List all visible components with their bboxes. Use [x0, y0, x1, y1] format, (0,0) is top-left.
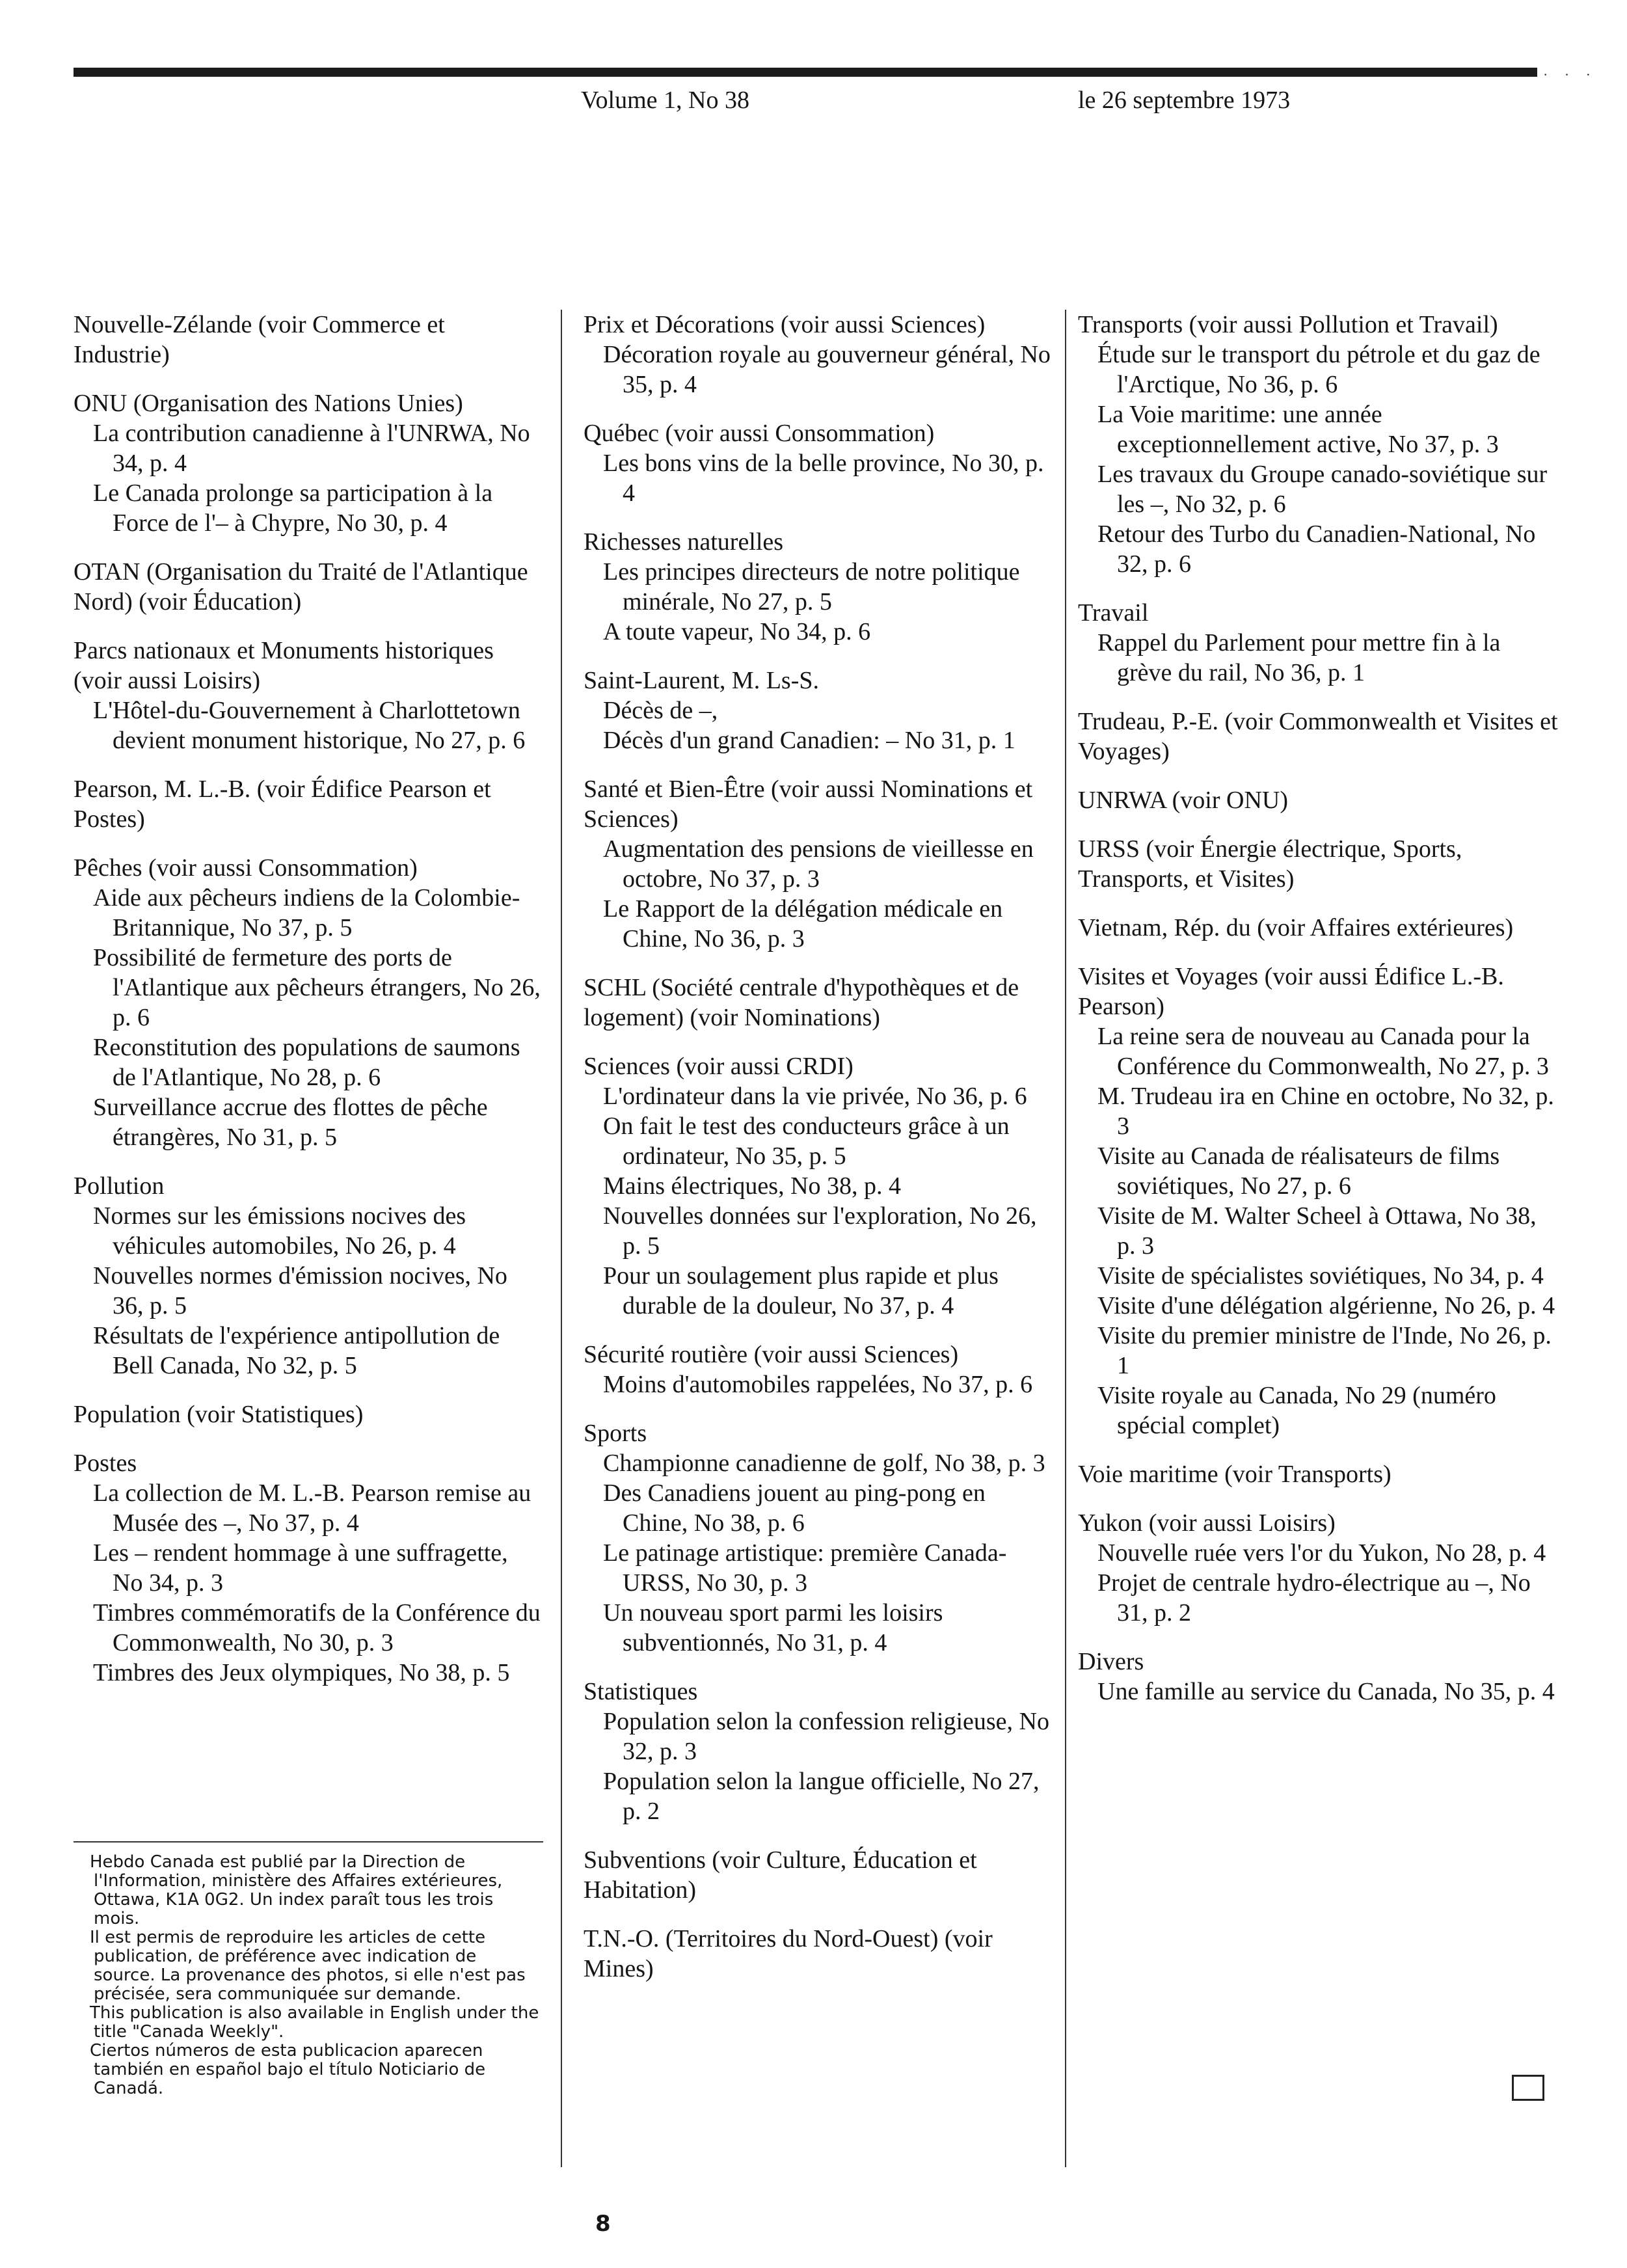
index-entry [74, 310, 543, 370]
index-subentry: Étude sur le transport du pétrole et du gaz de l'Arctique, No 36, p. 6 [1097, 341, 1540, 398]
index-entry [1078, 707, 1559, 766]
index-subentry: La Voie maritime: une année exceptionnellement active, No 37, p. 3 [1097, 401, 1499, 458]
index-heading: Santé et Bien-Être (voir aussi Nominations et Sciences) [584, 776, 1033, 833]
index-entry [584, 1845, 1052, 1905]
index-heading: Québec (voir aussi Consommation) [584, 420, 935, 447]
index-entry [74, 557, 543, 617]
index-subentry: Timbres des Jeux olympiques, No 38, p. 5 [93, 1659, 510, 1686]
index-subentry: Pour un soulagement plus rapide et plus durable de la douleur, No 37, p. 4 [603, 1262, 999, 1319]
index-entry [74, 853, 543, 1152]
index-subentry: Augmentation des pensions de vieillesse en octobre, No 37, p. 3 [603, 835, 1034, 893]
index-subentry: A toute vapeur, No 34, p. 6 [603, 618, 871, 645]
index-heading: Parcs nationaux et Monuments historiques (voir aussi Loisirs) [74, 637, 494, 694]
index-subentry: Normes sur les émissions nocives des véhicules automobiles, No 26, p. 4 [93, 1202, 466, 1260]
column-divider [1065, 310, 1066, 2167]
index-subentry: Possibilité de fermeture des ports de l'Atlantique aux pêcheurs étrangers, No 26, p. 6 [93, 944, 541, 1031]
index-subentry: Décoration royale au gouverneur général, No 35, p. 4 [603, 341, 1051, 398]
index-subentry: Les travaux du Groupe canado-soviétique sur les –, No 32, p. 6 [1097, 461, 1548, 518]
index-entry [584, 774, 1052, 954]
index-entry [74, 1448, 543, 1688]
index-entry [584, 973, 1052, 1033]
index-subentry: Le patinage artistique: première Canada-URSS, No 30, p. 3 [603, 1539, 1007, 1597]
index-heading: Statistiques [584, 1678, 698, 1705]
index-subentry: La reine sera de nouveau au Canada pour la Conférence du Commonwealth, No 27, p. 3 [1097, 1023, 1549, 1080]
index-subentry: Un nouveau sport parmi les loisirs subventionnés, No 31, p. 4 [603, 1599, 943, 1656]
top-rule-dots: · · · [1543, 66, 1597, 83]
index-subentry: Des Canadiens jouent au ping-pong en Chine, No 38, p. 6 [603, 1479, 986, 1537]
index-subentry: Une famille au service du Canada, No 35, p. 4 [1097, 1678, 1555, 1705]
index-entry [584, 1924, 1052, 1984]
index-heading: Pollution [74, 1172, 165, 1200]
index-heading: Postes [74, 1450, 137, 1477]
index-subentry: Visite royale au Canada, No 29 (numéro spécial complet) [1097, 1382, 1496, 1439]
index-heading: Subventions (voir Culture, Éducation et Habitation) [584, 1846, 977, 1904]
index-subentry: L'ordinateur dans la vie privée, No 36, p. 6 [603, 1083, 1027, 1110]
index-entry [1078, 598, 1559, 688]
index-heading: Transports (voir aussi Pollution et Travail) [1078, 311, 1498, 338]
index-subentry: Décès d'un grand Canadien: – No 31, p. 1 [603, 727, 1015, 754]
index-heading: Pêches (voir aussi Consommation) [74, 854, 418, 882]
index-subentry: Aide aux pêcheurs indiens de la Colombie-Britannique, No 37, p. 5 [93, 884, 520, 941]
index-heading: Trudeau, P.-E. (voir Commonwealth et Visites et Voyages) [1078, 708, 1558, 765]
index-subentry: Reconstitution des populations de saumons de l'Atlantique, No 28, p. 6 [93, 1034, 520, 1091]
index-subentry: Championne canadienne de golf, No 38, p. 3 [603, 1450, 1045, 1477]
page-number: 8 [595, 2211, 611, 2237]
index-column-1 [74, 310, 543, 1707]
index-heading: Population (voir Statistiques) [74, 1401, 364, 1428]
index-heading: OTAN (Organisation du Traité de l'Atlantique Nord) (voir Éducation) [74, 558, 528, 615]
index-entry [584, 1418, 1052, 1658]
publication-notice [90, 1853, 542, 2098]
index-heading: Divers [1078, 1648, 1144, 1675]
index-heading: T.N.-O. (Territoires du Nord-Ouest) (voir Mines) [584, 1925, 993, 1982]
index-subentry: Le Rapport de la délégation médicale en Chine, No 36, p. 3 [603, 895, 1003, 952]
index-heading: Voie maritime (voir Transports) [1078, 1461, 1392, 1488]
index-entry [74, 1399, 543, 1429]
index-subentry: Rappel du Parlement pour mettre fin à la grève du rail, No 36, p. 1 [1097, 629, 1501, 686]
index-heading: Nouvelle-Zélande (voir Commerce et Industrie) [74, 311, 445, 368]
footnote-rule [74, 1841, 543, 1843]
index-heading: Saint-Laurent, M. Ls-S. [584, 667, 820, 694]
index-subentry: Nouvelles données sur l'exploration, No 26, p. 5 [603, 1202, 1037, 1260]
notice-paragraph: Ciertos números de esta publicacion aparecen también en español bajo el título Noticiario de Canadá. [90, 2041, 486, 2098]
index-entry [1078, 1647, 1559, 1707]
index-entry [74, 388, 543, 538]
index-entry [584, 527, 1052, 647]
index-entry [1078, 834, 1559, 894]
index-heading: ONU (Organisation des Nations Unies) [74, 390, 463, 417]
index-heading: Travail [1078, 599, 1149, 627]
index-entry [74, 636, 543, 755]
index-entry [1078, 310, 1559, 579]
index-heading: Sciences (voir aussi CRDI) [584, 1053, 854, 1080]
index-entry [74, 774, 543, 834]
issue-date: le 26 septembre 1973 [1078, 87, 1291, 114]
index-subentry: Les bons vins de la belle province, No 30, p. 4 [603, 450, 1044, 507]
index-entry [584, 1051, 1052, 1321]
notice-paragraph: Il est permis de reproduire les articles de cette publication, de préférence avec indication de source. La provenance des photos, si elle n'est pas précisée, sera communiquée sur demande. [90, 1928, 526, 2004]
index-subentry: M. Trudeau ira en Chine en octobre, No 32, p. 3 [1097, 1083, 1554, 1140]
column-divider [561, 310, 562, 2167]
index-subentry: Retour des Turbo du Canadien-National, No 32, p. 6 [1097, 520, 1536, 578]
index-entry [1078, 962, 1559, 1440]
top-rule [74, 68, 1537, 77]
index-subentry: Visite au Canada de réalisateurs de films soviétiques, No 27, p. 6 [1097, 1142, 1500, 1200]
index-subentry: La collection de M. L.-B. Pearson remise au Musée des –, No 37, p. 4 [93, 1479, 531, 1537]
index-entry [584, 1677, 1052, 1826]
index-heading: Vietnam, Rép. du (voir Affaires extérieures) [1078, 914, 1514, 941]
index-subentry: On fait le test des conducteurs grâce à un ordinateur, No 35, p. 5 [603, 1113, 1010, 1170]
index-heading: Sécurité routière (voir aussi Sciences) [584, 1341, 959, 1368]
index-subentry: Les – rendent hommage à une suffragette, No 34, p. 3 [93, 1539, 508, 1597]
index-entry [1078, 1459, 1559, 1489]
end-mark [1512, 2075, 1544, 2101]
notice-paragraph: Hebdo Canada est publié par la Direction de l'Information, ministère des Affaires extérieures, Ottawa, K1A 0G2. Un index paraît tous les trois mois. [90, 1852, 503, 1928]
index-heading: Sports [584, 1420, 647, 1447]
index-subentry: Projet de centrale hydro-électrique au –, No 31, p. 2 [1097, 1569, 1531, 1627]
index-subentry: Nouvelles normes d'émission nocives, No 36, p. 5 [93, 1262, 507, 1319]
index-subentry: Surveillance accrue des flottes de pêche étrangères, No 31, p. 5 [93, 1094, 488, 1151]
index-column-3 [1078, 310, 1559, 1725]
index-subentry: L'Hôtel-du-Gouvernement à Charlottetown devient monument historique, No 27, p. 6 [93, 697, 526, 754]
index-subentry: Le Canada prolonge sa participation à la Force de l'– à Chypre, No 30, p. 4 [93, 479, 493, 537]
index-heading: Prix et Décorations (voir aussi Sciences) [584, 311, 986, 338]
volume-number: Volume 1, No 38 [581, 87, 749, 114]
index-subentry: Moins d'automobiles rappelées, No 37, p. 6 [603, 1371, 1033, 1398]
index-entry [584, 418, 1052, 508]
index-heading: Pearson, M. L.-B. (voir Édifice Pearson et Postes) [74, 776, 491, 833]
index-entry [1078, 1508, 1559, 1628]
index-subentry: Nouvelle ruée vers l'or du Yukon, No 28, p. 4 [1097, 1539, 1546, 1567]
index-entry [1078, 913, 1559, 943]
index-entry [584, 1340, 1052, 1399]
index-entry [1078, 785, 1559, 815]
index-subentry: Visite de spécialistes soviétiques, No 34, p. 4 [1097, 1262, 1544, 1289]
notice-paragraph: This publication is also available in English under the title "Canada Weekly". [90, 2003, 539, 2042]
index-entry [74, 1171, 543, 1381]
index-subentry: Population selon la langue officielle, No 27, p. 2 [603, 1768, 1040, 1825]
index-subentry: Visite du premier ministre de l'Inde, No 26, p. 1 [1097, 1322, 1552, 1379]
index-heading: Visites et Voyages (voir aussi Édifice L.-B. Pearson) [1078, 963, 1504, 1020]
index-entry [584, 666, 1052, 755]
index-heading: Richesses naturelles [584, 528, 784, 556]
index-subentry: Résultats de l'expérience antipollution de Bell Canada, No 32, p. 5 [93, 1322, 500, 1379]
index-heading: SCHL (Société centrale d'hypothèques et de logement) (voir Nominations) [584, 974, 1019, 1031]
index-heading: UNRWA (voir ONU) [1078, 787, 1288, 814]
index-heading: URSS (voir Énergie électrique, Sports, Transports, et Visites) [1078, 835, 1462, 893]
index-column-2 [584, 310, 1052, 2003]
index-entry [584, 310, 1052, 399]
index-subentry: Timbres commémoratifs de la Conférence du Commonwealth, No 30, p. 3 [93, 1599, 541, 1656]
index-subentry: Mains électriques, No 38, p. 4 [603, 1172, 902, 1200]
index-subentry: Les principes directeurs de notre politique minérale, No 27, p. 5 [603, 558, 1020, 615]
index-subentry: Visite d'une délégation algérienne, No 26, p. 4 [1097, 1292, 1555, 1319]
index-subentry: Visite de M. Walter Scheel à Ottawa, No 38, p. 3 [1097, 1202, 1537, 1260]
index-subentry: Décès de –, [603, 697, 718, 724]
index-subentry: La contribution canadienne à l'UNRWA, No 34, p. 4 [93, 420, 530, 477]
index-heading: Yukon (voir aussi Loisirs) [1078, 1509, 1336, 1537]
index-subentry: Population selon la confession religieuse, No 32, p. 3 [603, 1708, 1049, 1765]
